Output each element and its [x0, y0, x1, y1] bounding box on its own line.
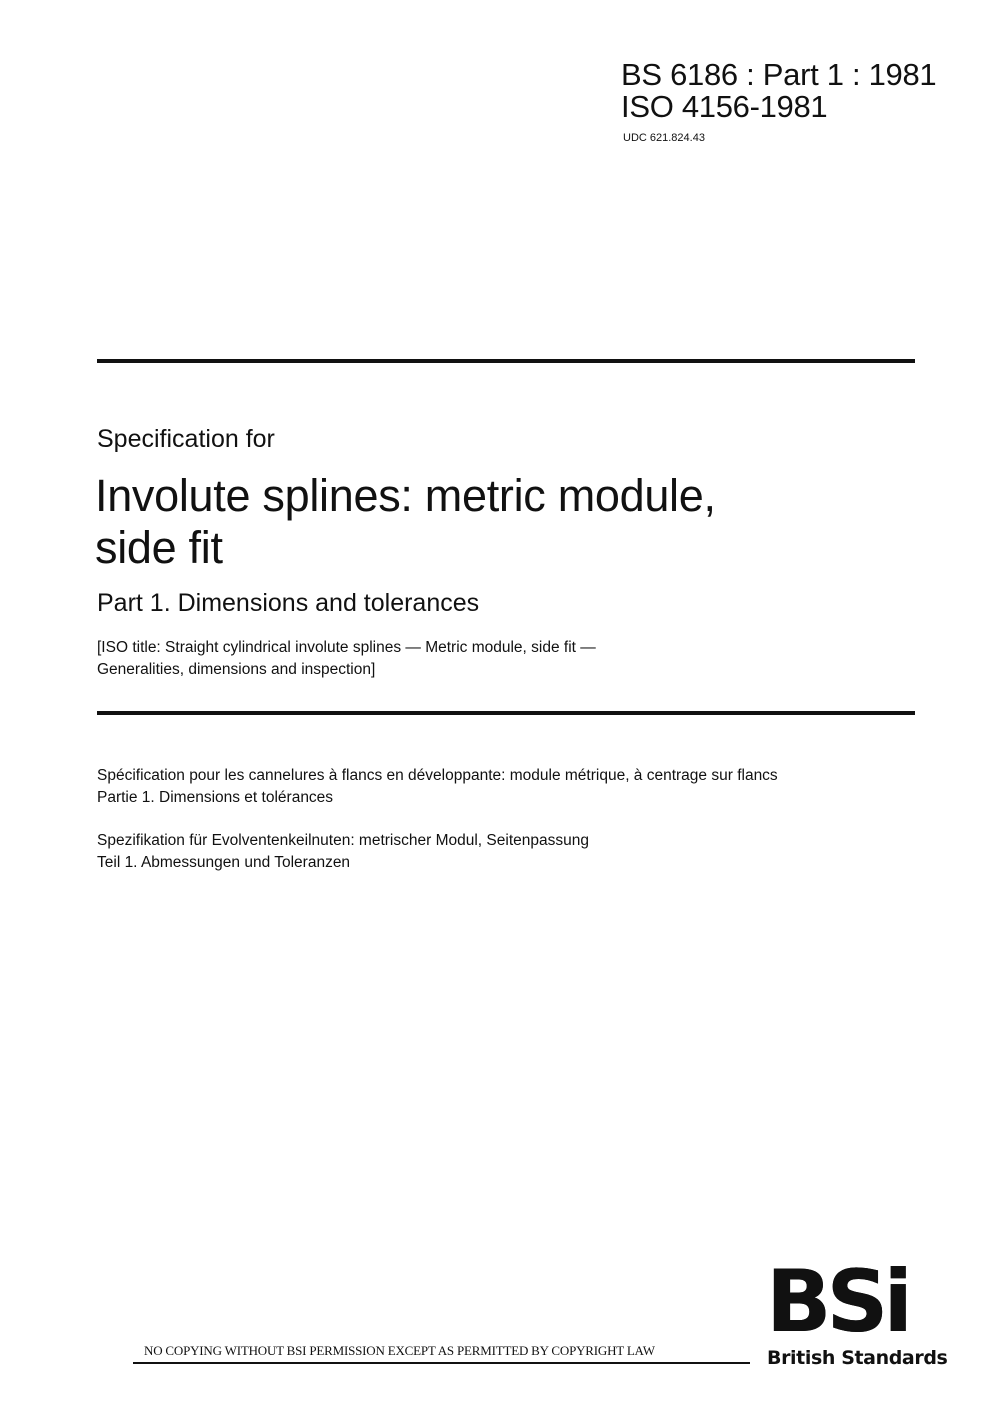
bsi-logo-name: British Standards: [767, 1347, 948, 1369]
middle-rule: [97, 711, 915, 715]
footer-rule: [133, 1362, 750, 1364]
french-title-line1: Spécification pour les cannelures à flancs en développante: module métrique, à centrage sur flancs: [97, 767, 778, 784]
bs-standard-number: BS 6186 : Part 1 : 1981: [621, 57, 937, 92]
bsi-logo: [766, 1252, 946, 1352]
copyright-notice: NO COPYING WITHOUT BSI PERMISSION EXCEPT AS PERMITTED BY COPYRIGHT LAW: [144, 1343, 655, 1358]
part-title: Part 1. Dimensions and tolerances: [97, 589, 480, 617]
top-rule: [97, 359, 915, 363]
udc-code: UDC 621.824.43: [623, 132, 705, 144]
iso-title-line1: [ISO title: Straight cylindrical involute splines — Metric module, side fit —: [97, 639, 596, 656]
iso-title-line2: Generalities, dimensions and inspection]: [97, 661, 376, 678]
german-title-line1: Spezifikation für Evolventenkeilnuten: metrischer Modul, Seitenpassung: [97, 832, 589, 849]
iso-standard-number: ISO 4156-1981: [621, 89, 828, 124]
bsi-logo-mark: BSi: [766, 1252, 908, 1352]
german-title-line2: Teil 1. Abmessungen und Toleranzen: [97, 854, 351, 871]
spec-for-label: Specification for: [97, 425, 275, 453]
main-title-line2: side fit: [95, 522, 223, 573]
french-title-line2: Partie 1. Dimensions et tolérances: [97, 789, 334, 806]
main-title-line1: Involute splines: metric module,: [95, 470, 716, 521]
